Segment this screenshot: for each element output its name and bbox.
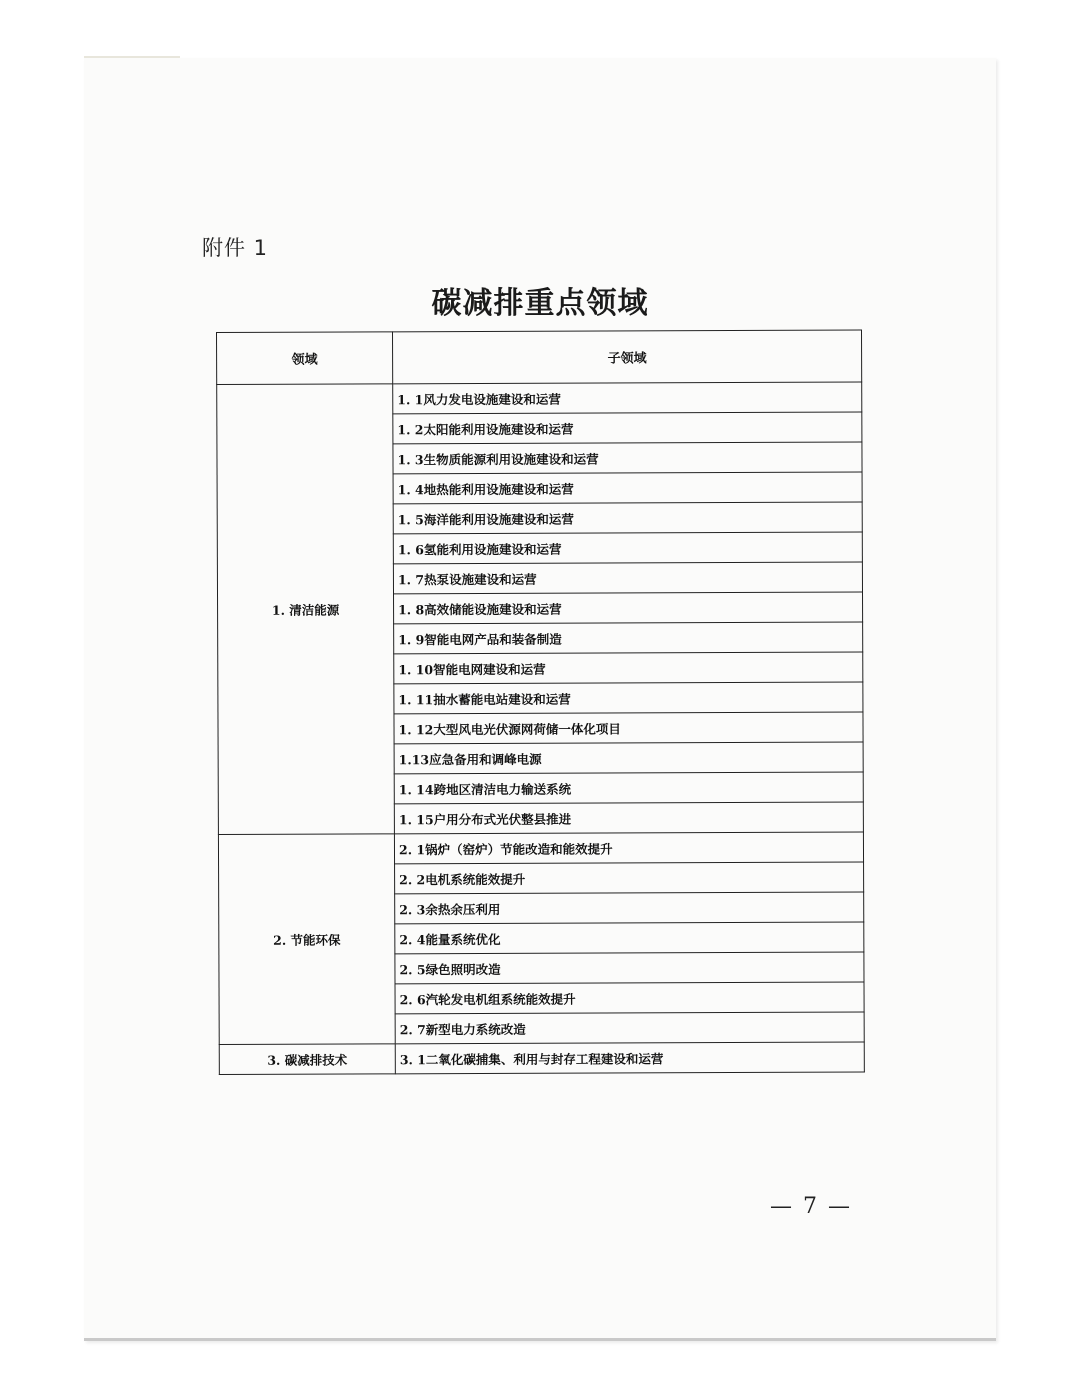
field-cell: 3. 碳减排技术 — [219, 1044, 395, 1075]
subfield-cell: 2. 3余热余压利用 — [395, 892, 864, 924]
subfield-cell: 2. 6汽轮发电机组系统能效提升 — [395, 982, 864, 1014]
subfield-cell: 1. 14跨地区清洁电力输送系统 — [394, 772, 863, 804]
subfield-cell: 1. 4地热能利用设施建设和运营 — [393, 472, 862, 504]
column-header-subfield: 子领域 — [393, 330, 862, 384]
page-title: 碳减排重点领域 — [431, 286, 649, 321]
subfield-cell: 1. 3生物质能源利用设施建设和运营 — [393, 442, 862, 474]
subfield-cell: 1. 11抽水蓄能电站建设和运营 — [394, 682, 863, 714]
table-row — [219, 1042, 864, 1074]
attachment-label: 附件 1 — [202, 236, 269, 260]
subfield-cell: 1. 6氢能利用设施建设和运营 — [393, 532, 862, 564]
field-cell: 1. 清洁能源 — [217, 384, 395, 835]
subfield-cell: 1. 7热泵设施建设和运营 — [393, 562, 862, 594]
subfield-cell: 1. 5海洋能利用设施建设和运营 — [393, 502, 862, 534]
page-number: — 7 — — [770, 1194, 852, 1219]
subfield-cell: 2. 2电机系统能效提升 — [395, 862, 864, 894]
table-row — [218, 832, 863, 864]
table-body — [217, 382, 865, 1074]
subfield-cell: 1. 8高效储能设施建设和运营 — [394, 592, 863, 624]
subfield-cell: 1.13应急备用和调峰电源 — [394, 742, 863, 774]
subfield-cell: 2. 1锅炉（窑炉）节能改造和能效提升 — [394, 832, 863, 864]
subfield-cell: 1. 12大型风电光伏源网荷储一体化项目 — [394, 712, 863, 744]
field-cell: 2. 节能环保 — [218, 834, 395, 1045]
subfield-cell: 1. 2太阳能利用设施建设和运营 — [393, 412, 862, 444]
subfield-cell: 2. 5绿色照明改造 — [395, 952, 864, 984]
subfield-cell: 2. 7新型电力系统改造 — [395, 1012, 864, 1044]
subfield-cell: 3. 1二氧化碳捕集、利用与封存工程建设和运营 — [395, 1042, 864, 1074]
subfield-cell: 1. 1风力发电设施建设和运营 — [393, 382, 862, 414]
subfield-cell: 2. 4能量系统优化 — [395, 922, 864, 954]
table-header-row — [217, 330, 862, 384]
table-row — [217, 382, 862, 414]
column-header-field: 领域 — [217, 332, 393, 385]
carbon-reduction-table — [216, 330, 865, 1075]
subfield-cell: 1. 15户用分布式光伏整县推进 — [394, 802, 863, 834]
subfield-cell: 1. 9智能电网产品和装备制造 — [394, 622, 863, 654]
subfield-cell: 1. 10智能电网建设和运营 — [394, 652, 863, 684]
